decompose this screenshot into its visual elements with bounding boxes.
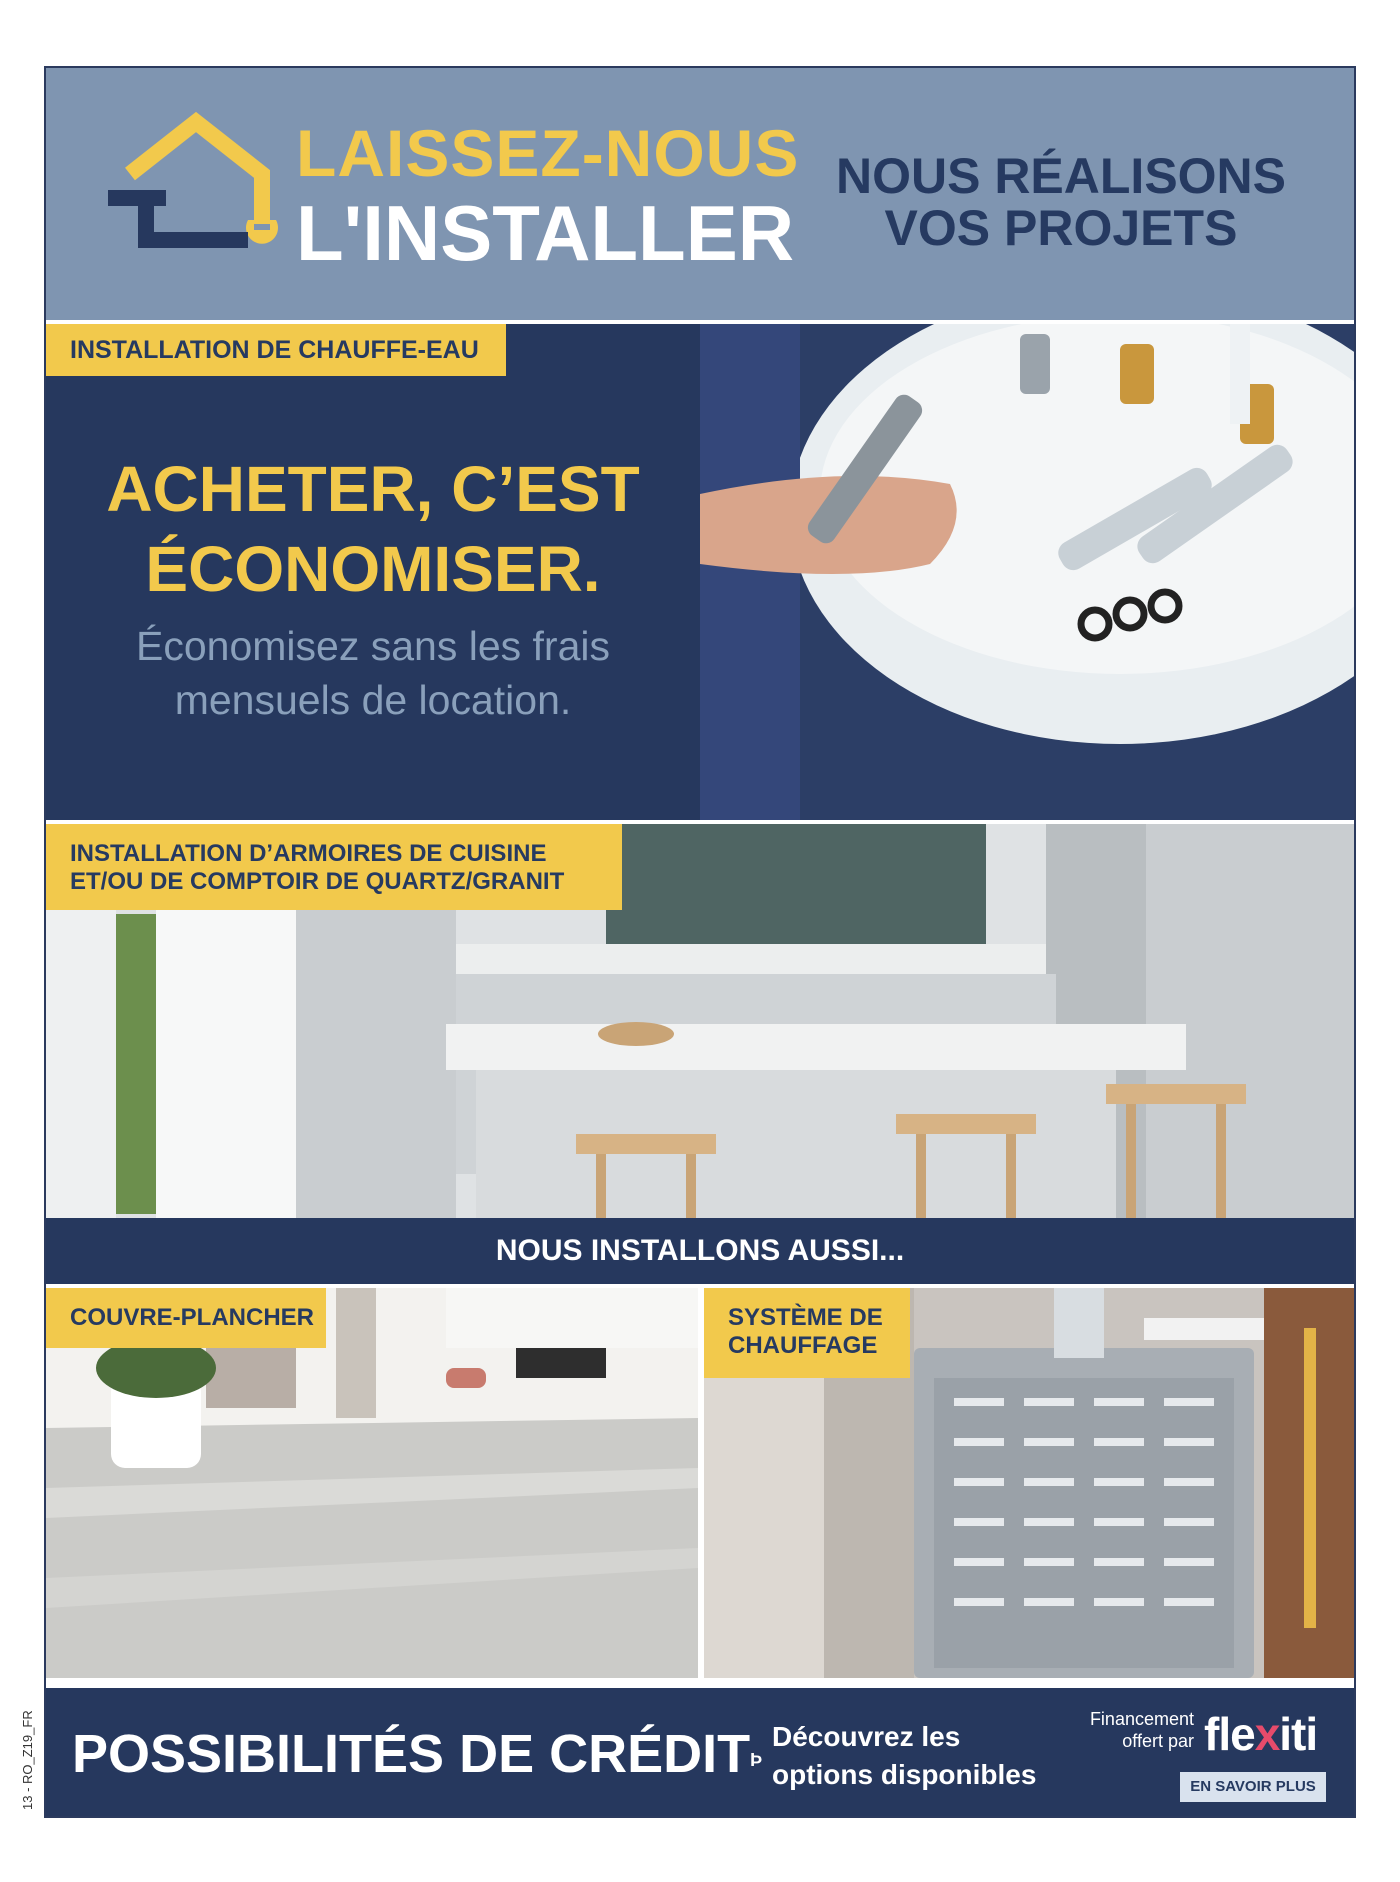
heating-section — [704, 1288, 1354, 1678]
learn-more-button[interactable]: EN SAVOIR PLUS — [1180, 1772, 1326, 1802]
also-install-band — [46, 1218, 1354, 1284]
kitchen-tag — [46, 824, 622, 910]
credit-title — [72, 1724, 762, 1784]
header-slogan-line1: NOUS RÉALISONS — [835, 148, 1287, 204]
financing-line2: offert par — [1122, 1731, 1194, 1751]
discover-line1: Découvrez les — [772, 1721, 961, 1752]
flooring-tag: COUVRE-PLANCHER — [46, 1288, 326, 1348]
header-slogan-line2: VOS PROJETS — [884, 200, 1238, 256]
also-install-text: NOUS INSTALLONS AUSSI... — [495, 1234, 905, 1267]
financing-line1: Financement — [1089, 1709, 1194, 1729]
side-code: 13 - RO_Z19_FR — [20, 1710, 35, 1810]
flexiti-logo-part1: fle — [1204, 1708, 1255, 1760]
kitchen-tag-line1: INSTALLATION D’ARMOIRES DE CUISINE — [70, 840, 547, 867]
water-heater-tag: INSTALLATION DE CHAUFFE-EAU — [46, 324, 506, 376]
water-heater-section — [46, 324, 1354, 820]
subheadline-line2: mensuels de location. — [174, 677, 572, 723]
kitchen-section — [46, 824, 1354, 1218]
flexiti-logo-x: x — [1254, 1708, 1280, 1760]
flexiti-logo-part2: iti — [1279, 1708, 1318, 1760]
house-wrench-icon — [108, 108, 284, 258]
heating-tag-line2: CHAUFFAGE — [728, 1332, 878, 1359]
flexiti-logo — [1204, 1708, 1317, 1760]
header-title-line1: LAISSEZ-NOUS — [296, 116, 800, 190]
credit-mark: Þ — [750, 1750, 763, 1770]
flooring-section — [46, 1288, 698, 1678]
heating-tag — [704, 1288, 910, 1378]
headline-line2: ÉCONOMISER. — [145, 533, 601, 605]
heating-tag-line1: SYSTÈME DE — [728, 1304, 883, 1331]
water-heater-panel — [46, 324, 700, 820]
credit-title-text: POSSIBILITÉS DE CRÉDIT — [72, 1724, 751, 1784]
financing-label — [1056, 1708, 1194, 1752]
subheadline-line1: Économisez sans les frais — [136, 623, 610, 669]
credit-footer — [46, 1688, 1354, 1816]
header-title-line2: L'INSTALLER — [296, 189, 795, 277]
kitchen-tag-line2: ET/OU DE COMPTOIR DE QUARTZ/GRANIT — [70, 868, 565, 895]
header-banner — [46, 68, 1354, 320]
water-heater-photo — [700, 324, 1354, 820]
headline-line1: ACHETER, C’EST — [106, 453, 640, 525]
discover-options-text — [772, 1718, 1036, 1794]
discover-line2: options disponibles — [772, 1759, 1037, 1790]
